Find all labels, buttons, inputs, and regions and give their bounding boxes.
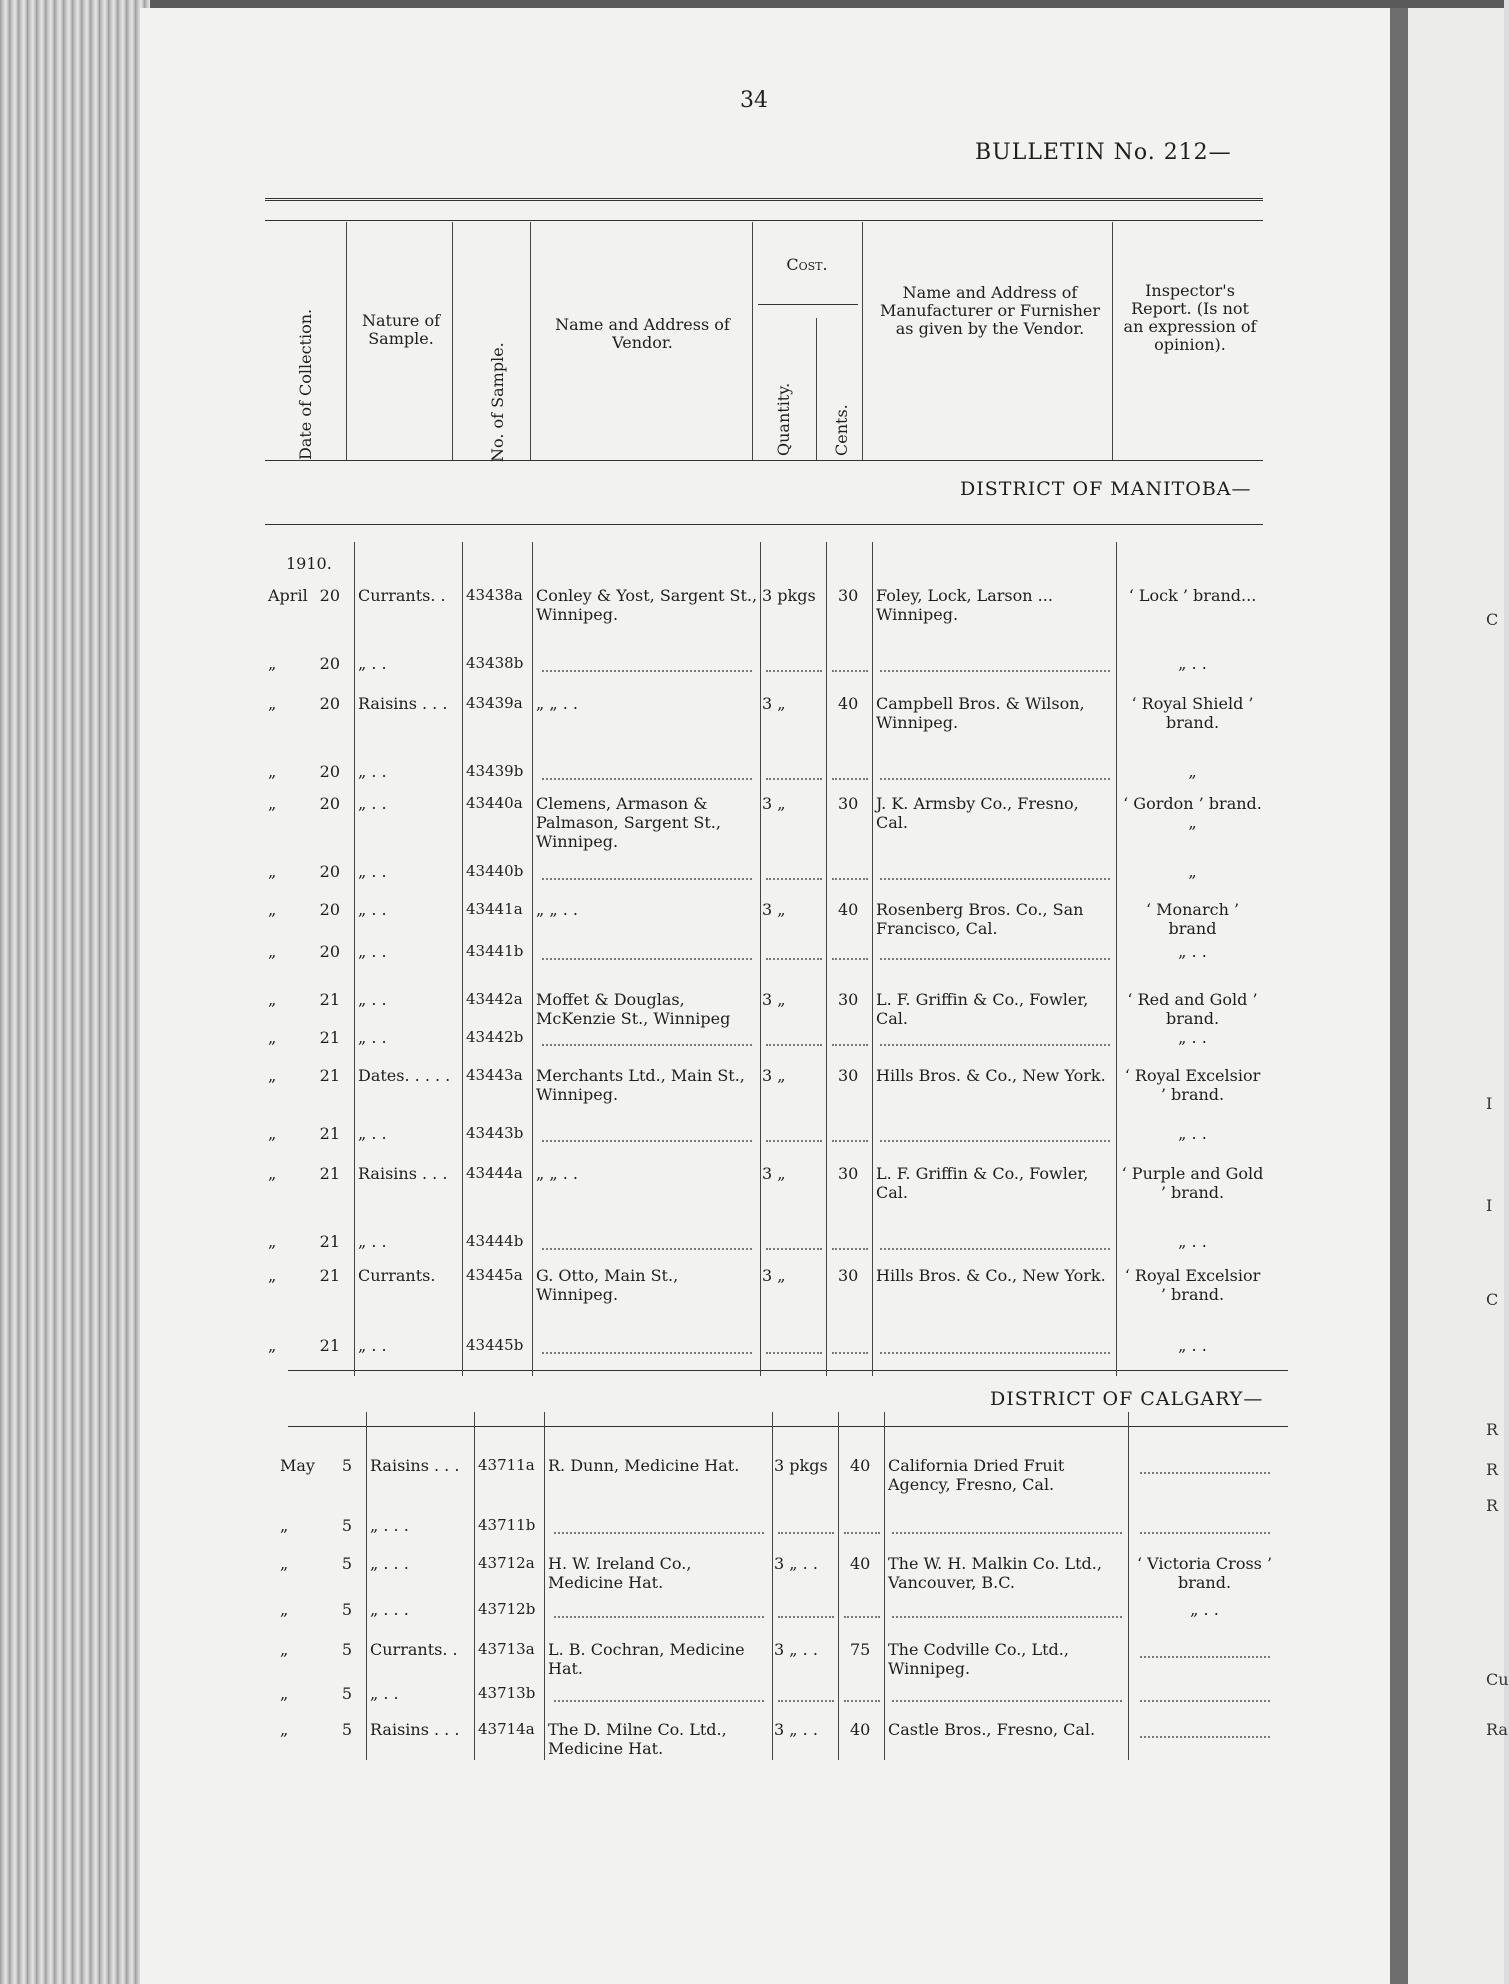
row-day: 20 [319,794,340,813]
row-cents-leader [832,958,868,960]
col-cents-header: Cents. [832,404,851,456]
row-quantity: 3 „ [762,1266,786,1285]
district-rule [288,1426,1288,1427]
row-sample-no: 43438a [466,586,523,604]
row-report-leader [1140,1736,1270,1738]
header-bottom-rule [265,460,1263,461]
row-cents-leader [844,1616,880,1618]
row-quantity: 3 pkgs [774,1456,828,1475]
row-report-leader [1140,1472,1270,1474]
row-manufacturer: Hills Bros. & Co., New York. [876,1066,1106,1085]
row-report: „ . . [1190,1600,1219,1619]
row-manufacturer-leader [880,1044,1110,1046]
row-manufacturer-leader [880,1248,1110,1250]
hdr-divider [346,222,347,460]
row-report: „ [1188,862,1197,881]
row-day: 20 [319,900,340,919]
row-nature: „ . . . [370,1554,409,1573]
row-report: ‘ Royal Excelsior ’ brand. [1124,1066,1261,1104]
row-day: 21 [319,1028,340,1047]
row-month: „ [268,1124,277,1143]
row-sample-no: 43712b [478,1600,536,1618]
row-vendor: „ „ . . [536,1164,579,1183]
row-manufacturer: Castle Bros., Fresno, Cal. [888,1720,1096,1739]
row-cents-leader [832,878,868,880]
row-month: „ [268,1266,277,1285]
row-day: 21 [319,1066,340,1085]
row-sample-no: 43445a [466,1266,523,1284]
row-sample-no: 43713b [478,1684,536,1702]
row-sample-no: 43441b [466,942,524,960]
column-divider [1116,542,1117,1376]
row-day: 21 [319,990,340,1009]
row-report: ‘ Royal Excelsior ’ brand. [1124,1266,1261,1304]
hdr-divider [530,222,531,460]
row-cents-leader [832,1140,868,1142]
row-cents: 40 [838,694,859,713]
row-report: „ . . [1178,942,1207,961]
row-nature: „ . . [358,794,387,813]
hdr-divider [862,222,863,460]
row-vendor-leader [554,1532,764,1534]
running-head: BULLETIN No. 212— [975,140,1232,165]
row-sample-no: 43440a [466,794,523,812]
row-sample-no: 43714a [478,1720,535,1738]
row-report: „ . . [1178,654,1207,673]
row-vendor-leader [554,1616,764,1618]
row-nature: „ . . [370,1684,399,1703]
row-manufacturer-leader [880,778,1110,780]
row-month: „ [280,1684,289,1703]
row-quantity-leader [766,670,822,672]
row-quantity: 3 pkgs [762,586,816,605]
row-cents: 30 [838,1066,859,1085]
row-quantity: 3 „ [762,900,786,919]
col-nature-header: Nature of Sample. [361,311,441,348]
row-vendor: Moffet & Douglas, McKenzie St., Winnipeg [536,990,731,1028]
row-month: „ [268,862,277,881]
row-cents: 75 [850,1640,871,1659]
row-cents: 40 [850,1554,871,1573]
row-vendor-leader [542,1352,752,1354]
row-report: ‘ Monarch ’ brand [1145,900,1240,938]
row-manufacturer: The W. H. Malkin Co. Ltd., Vancouver, B.C. [888,1554,1102,1592]
col-manufacturer-header: Name and Address of Manufacturer or Furnisher as given by the Vendor. [879,283,1100,338]
facing-page-letter: I [1486,1094,1493,1113]
row-cents: 40 [850,1720,871,1739]
row-nature: „ . . . [370,1516,409,1535]
row-manufacturer-leader [880,1352,1110,1354]
column-divider [760,542,761,1376]
row-vendor-leader [542,958,752,960]
row-report: ‘ Victoria Cross ’ brand. [1136,1554,1273,1592]
row-report-leader [1140,1656,1270,1658]
row-quantity-leader [766,1352,822,1354]
row-sample-no: 43438b [466,654,524,672]
row-report: ‘ Purple and Gold ’ brand. [1121,1164,1264,1202]
row-day: 20 [319,694,340,713]
row-nature: „ . . [358,1028,387,1047]
row-day: 21 [319,1336,340,1355]
row-quantity-leader [778,1616,834,1618]
row-manufacturer-leader [880,878,1110,880]
row-nature: „ . . [358,990,387,1009]
row-day: 5 [341,1554,352,1573]
row-nature: Raisins . . . [370,1720,460,1739]
hdr-divider [816,318,817,460]
row-cents-leader [832,778,868,780]
row-nature: „ . . [358,900,387,919]
row-quantity-leader [766,1140,822,1142]
row-month: „ [268,654,277,673]
row-vendor-leader [542,1248,752,1250]
row-sample-no: 43444b [466,1232,524,1250]
row-day: 5 [341,1684,352,1703]
row-report: „ . . [1178,1336,1207,1355]
row-quantity-leader [766,778,822,780]
row-report: „ [1188,762,1197,781]
header-top-rule-2 [265,220,1263,221]
row-month: „ [280,1554,289,1573]
row-report: „ . . [1178,1124,1207,1143]
column-divider [366,1412,367,1760]
row-report-leader [1140,1700,1270,1702]
row-day: 5 [341,1640,352,1659]
column-divider [838,1412,839,1760]
facing-page-letter: C [1486,1290,1499,1309]
row-report: „ . . [1178,1028,1207,1047]
row-quantity: 3 „ [762,1066,786,1085]
row-month: „ [280,1516,289,1535]
row-manufacturer: J. K. Armsby Co., Fresno, Cal. [876,794,1079,832]
column-divider [1128,1412,1129,1760]
row-manufacturer: L. F. Griffin & Co., Fowler, Cal. [876,1164,1089,1202]
row-month: „ [268,990,277,1009]
row-day: 5 [341,1456,352,1475]
district-heading: DISTRICT OF MANITOBA— [960,478,1252,500]
row-nature: „ . . [358,654,387,673]
facing-page-letter: R [1486,1496,1499,1515]
row-vendor-leader [542,670,752,672]
row-quantity: 3 „ [762,990,786,1009]
row-manufacturer-leader [892,1616,1122,1618]
row-nature: „ . . [358,862,387,881]
row-day: 20 [319,862,340,881]
year-label: 1910. [286,554,332,573]
row-quantity-leader [766,1044,822,1046]
col-vendor-header: Name and Address of Vendor. [555,315,730,352]
column-divider [462,542,463,1376]
row-nature: „ . . [358,1124,387,1143]
row-manufacturer: Rosenberg Bros. Co., San Francisco, Cal. [876,900,1084,938]
row-cents: 30 [838,586,859,605]
row-report: ‘ Royal Shield ’ brand. [1131,694,1254,732]
row-sample-no: 43712a [478,1554,535,1572]
row-report-leader [1140,1532,1270,1534]
row-report: ‘ Red and Gold ’ brand. [1127,990,1258,1028]
row-day: 20 [319,762,340,781]
row-report: ‘ Lock ’ brand... [1128,586,1257,605]
page-number: 34 [740,88,768,113]
row-sample-no: 43445b [466,1336,524,1354]
row-month: „ [268,694,277,713]
row-vendor: G. Otto, Main St., Winnipeg. [536,1266,679,1304]
facing-page-letter: Cu [1486,1670,1509,1689]
row-manufacturer-leader [880,958,1110,960]
row-nature: „ . . [358,942,387,961]
row-nature: Currants. . [370,1640,458,1659]
row-sample-no: 43442b [466,1028,524,1046]
row-quantity-leader [778,1532,834,1534]
facing-page-letter: I [1486,1196,1493,1215]
row-day: 5 [341,1516,352,1535]
row-manufacturer: Foley, Lock, Larson ... Winnipeg. [876,586,1053,624]
row-month: April [268,586,308,605]
row-month: „ [268,942,277,961]
row-vendor: Clemens, Armason & Palmason, Sargent St., Winnipeg. [536,794,721,851]
row-month: „ [280,1600,289,1619]
row-cents: 30 [838,990,859,1009]
row-cents: 30 [838,1266,859,1285]
hdr-divider [1112,222,1113,460]
row-manufacturer: Hills Bros. & Co., New York. [876,1266,1106,1285]
column-divider [884,1412,885,1760]
row-nature: „ . . [358,762,387,781]
book-gutter [1390,8,1408,1984]
row-quantity: 3 „ . . [774,1640,818,1659]
row-month: „ [268,900,277,919]
row-sample-no: 43443b [466,1124,524,1142]
row-quantity: 3 „ [762,794,786,813]
row-sample-no: 43439a [466,694,523,712]
row-month: „ [268,762,277,781]
district-rule [288,1370,1288,1371]
row-vendor-leader [542,1044,752,1046]
row-cents-leader [832,1044,868,1046]
row-cents-leader [844,1532,880,1534]
row-cents: 40 [850,1456,871,1475]
row-quantity-leader [766,1248,822,1250]
row-manufacturer-leader [880,1140,1110,1142]
row-day: 5 [341,1720,352,1739]
row-day: 21 [319,1164,340,1183]
row-cents: 30 [838,794,859,813]
header-top-rule [265,198,1263,201]
row-quantity-leader [766,958,822,960]
row-sample-no: 43713a [478,1640,535,1658]
row-day: 21 [319,1232,340,1251]
row-vendor-leader [554,1700,764,1702]
row-vendor-leader [542,878,752,880]
row-vendor-leader [542,778,752,780]
row-vendor: L. B. Cochran, Medicine Hat. [548,1640,745,1678]
col-report-header: Inspector's Report. (Is not an expression of opinion). [1123,281,1257,354]
row-vendor: „ „ . . [536,694,579,713]
row-sample-no: 43443a [466,1066,523,1084]
row-cents-leader [844,1700,880,1702]
row-quantity: 3 „ . . [774,1720,818,1739]
row-manufacturer-leader [880,670,1110,672]
row-day: 20 [319,586,340,605]
col-quantity-header: Quantity. [774,382,793,456]
row-manufacturer: California Dried Fruit Agency, Fresno, Cal. [888,1456,1065,1494]
row-report: „ . . [1178,1232,1207,1251]
row-vendor: Merchants Ltd., Main St., Winnipeg. [536,1066,745,1104]
row-manufacturer: Campbell Bros. & Wilson, Winnipeg. [876,694,1085,732]
row-nature: „ . . . [370,1600,409,1619]
row-cents-leader [832,1248,868,1250]
facing-page-letter: R [1486,1460,1499,1479]
row-month: „ [268,1066,277,1085]
row-nature: „ . . [358,1336,387,1355]
row-vendor-leader [542,1140,752,1142]
col-sample-no-header: No. of Sample. [488,342,507,462]
row-quantity-leader [778,1700,834,1702]
row-vendor: The D. Milne Co. Ltd., Medicine Hat. [548,1720,727,1758]
row-cents-leader [832,1352,868,1354]
column-divider [474,1412,475,1760]
hdr-divider [452,222,453,460]
row-manufacturer: L. F. Griffin & Co., Fowler, Cal. [876,990,1089,1028]
row-vendor: „ „ . . [536,900,579,919]
column-divider [772,1412,773,1760]
column-divider [354,542,355,1376]
row-cents: 40 [838,900,859,919]
row-vendor: H. W. Ireland Co., Medicine Hat. [548,1554,692,1592]
cost-underline [758,304,858,305]
row-sample-no: 43711a [478,1456,535,1474]
row-nature: Currants. . [358,586,446,605]
row-sample-no: 43441a [466,900,523,918]
row-vendor: Conley & Yost, Sargent St., Winnipeg. [536,586,758,624]
row-nature: Raisins . . . [358,694,448,713]
row-month: „ [268,1336,277,1355]
row-sample-no: 43444a [466,1164,523,1182]
row-month: „ [280,1720,289,1739]
row-sample-no: 43711b [478,1516,536,1534]
row-manufacturer-leader [892,1700,1122,1702]
row-day: 21 [319,1266,340,1285]
row-report: ‘ Gordon ’ brand. „ [1123,794,1262,832]
row-day: 21 [319,1124,340,1143]
col-date-header: Date of Collection. [296,308,315,460]
row-month: „ [268,1164,277,1183]
row-nature: Dates. . . . . [358,1066,451,1085]
book-page-edges [0,0,150,1984]
row-day: 20 [319,942,340,961]
column-divider [532,542,533,1376]
column-divider [826,542,827,1376]
row-day: 5 [341,1600,352,1619]
row-manufacturer: The Codville Co., Ltd., Winnipeg. [888,1640,1069,1678]
row-month: „ [268,1232,277,1251]
row-month: May [280,1456,315,1475]
row-nature: Raisins . . . [358,1164,448,1183]
row-sample-no: 43439b [466,762,524,780]
district-rule [265,524,1263,525]
row-nature: Raisins . . . [370,1456,460,1475]
row-sample-no: 43442a [466,990,523,1008]
district-heading: DISTRICT OF CALGARY— [990,1388,1264,1410]
row-month: „ [268,794,277,813]
facing-page-letter: C [1486,610,1499,629]
facing-page-letter: Ra [1486,1720,1508,1739]
row-day: 20 [319,654,340,673]
row-nature: Currants. [358,1266,436,1285]
row-month: „ [268,1028,277,1047]
row-quantity: 3 „ . . [774,1554,818,1573]
row-quantity-leader [766,878,822,880]
column-divider [544,1412,545,1760]
row-sample-no: 43440b [466,862,524,880]
facing-page-letter: R [1486,1420,1499,1439]
row-manufacturer-leader [892,1532,1122,1534]
column-divider [872,542,873,1376]
row-quantity: 3 „ [762,1164,786,1183]
row-nature: „ . . [358,1232,387,1251]
col-cost-header: Cost. [786,255,828,274]
row-vendor: R. Dunn, Medicine Hat. [548,1456,740,1475]
row-quantity: 3 „ [762,694,786,713]
row-cents: 30 [838,1164,859,1183]
row-month: „ [280,1640,289,1659]
row-cents-leader [832,670,868,672]
